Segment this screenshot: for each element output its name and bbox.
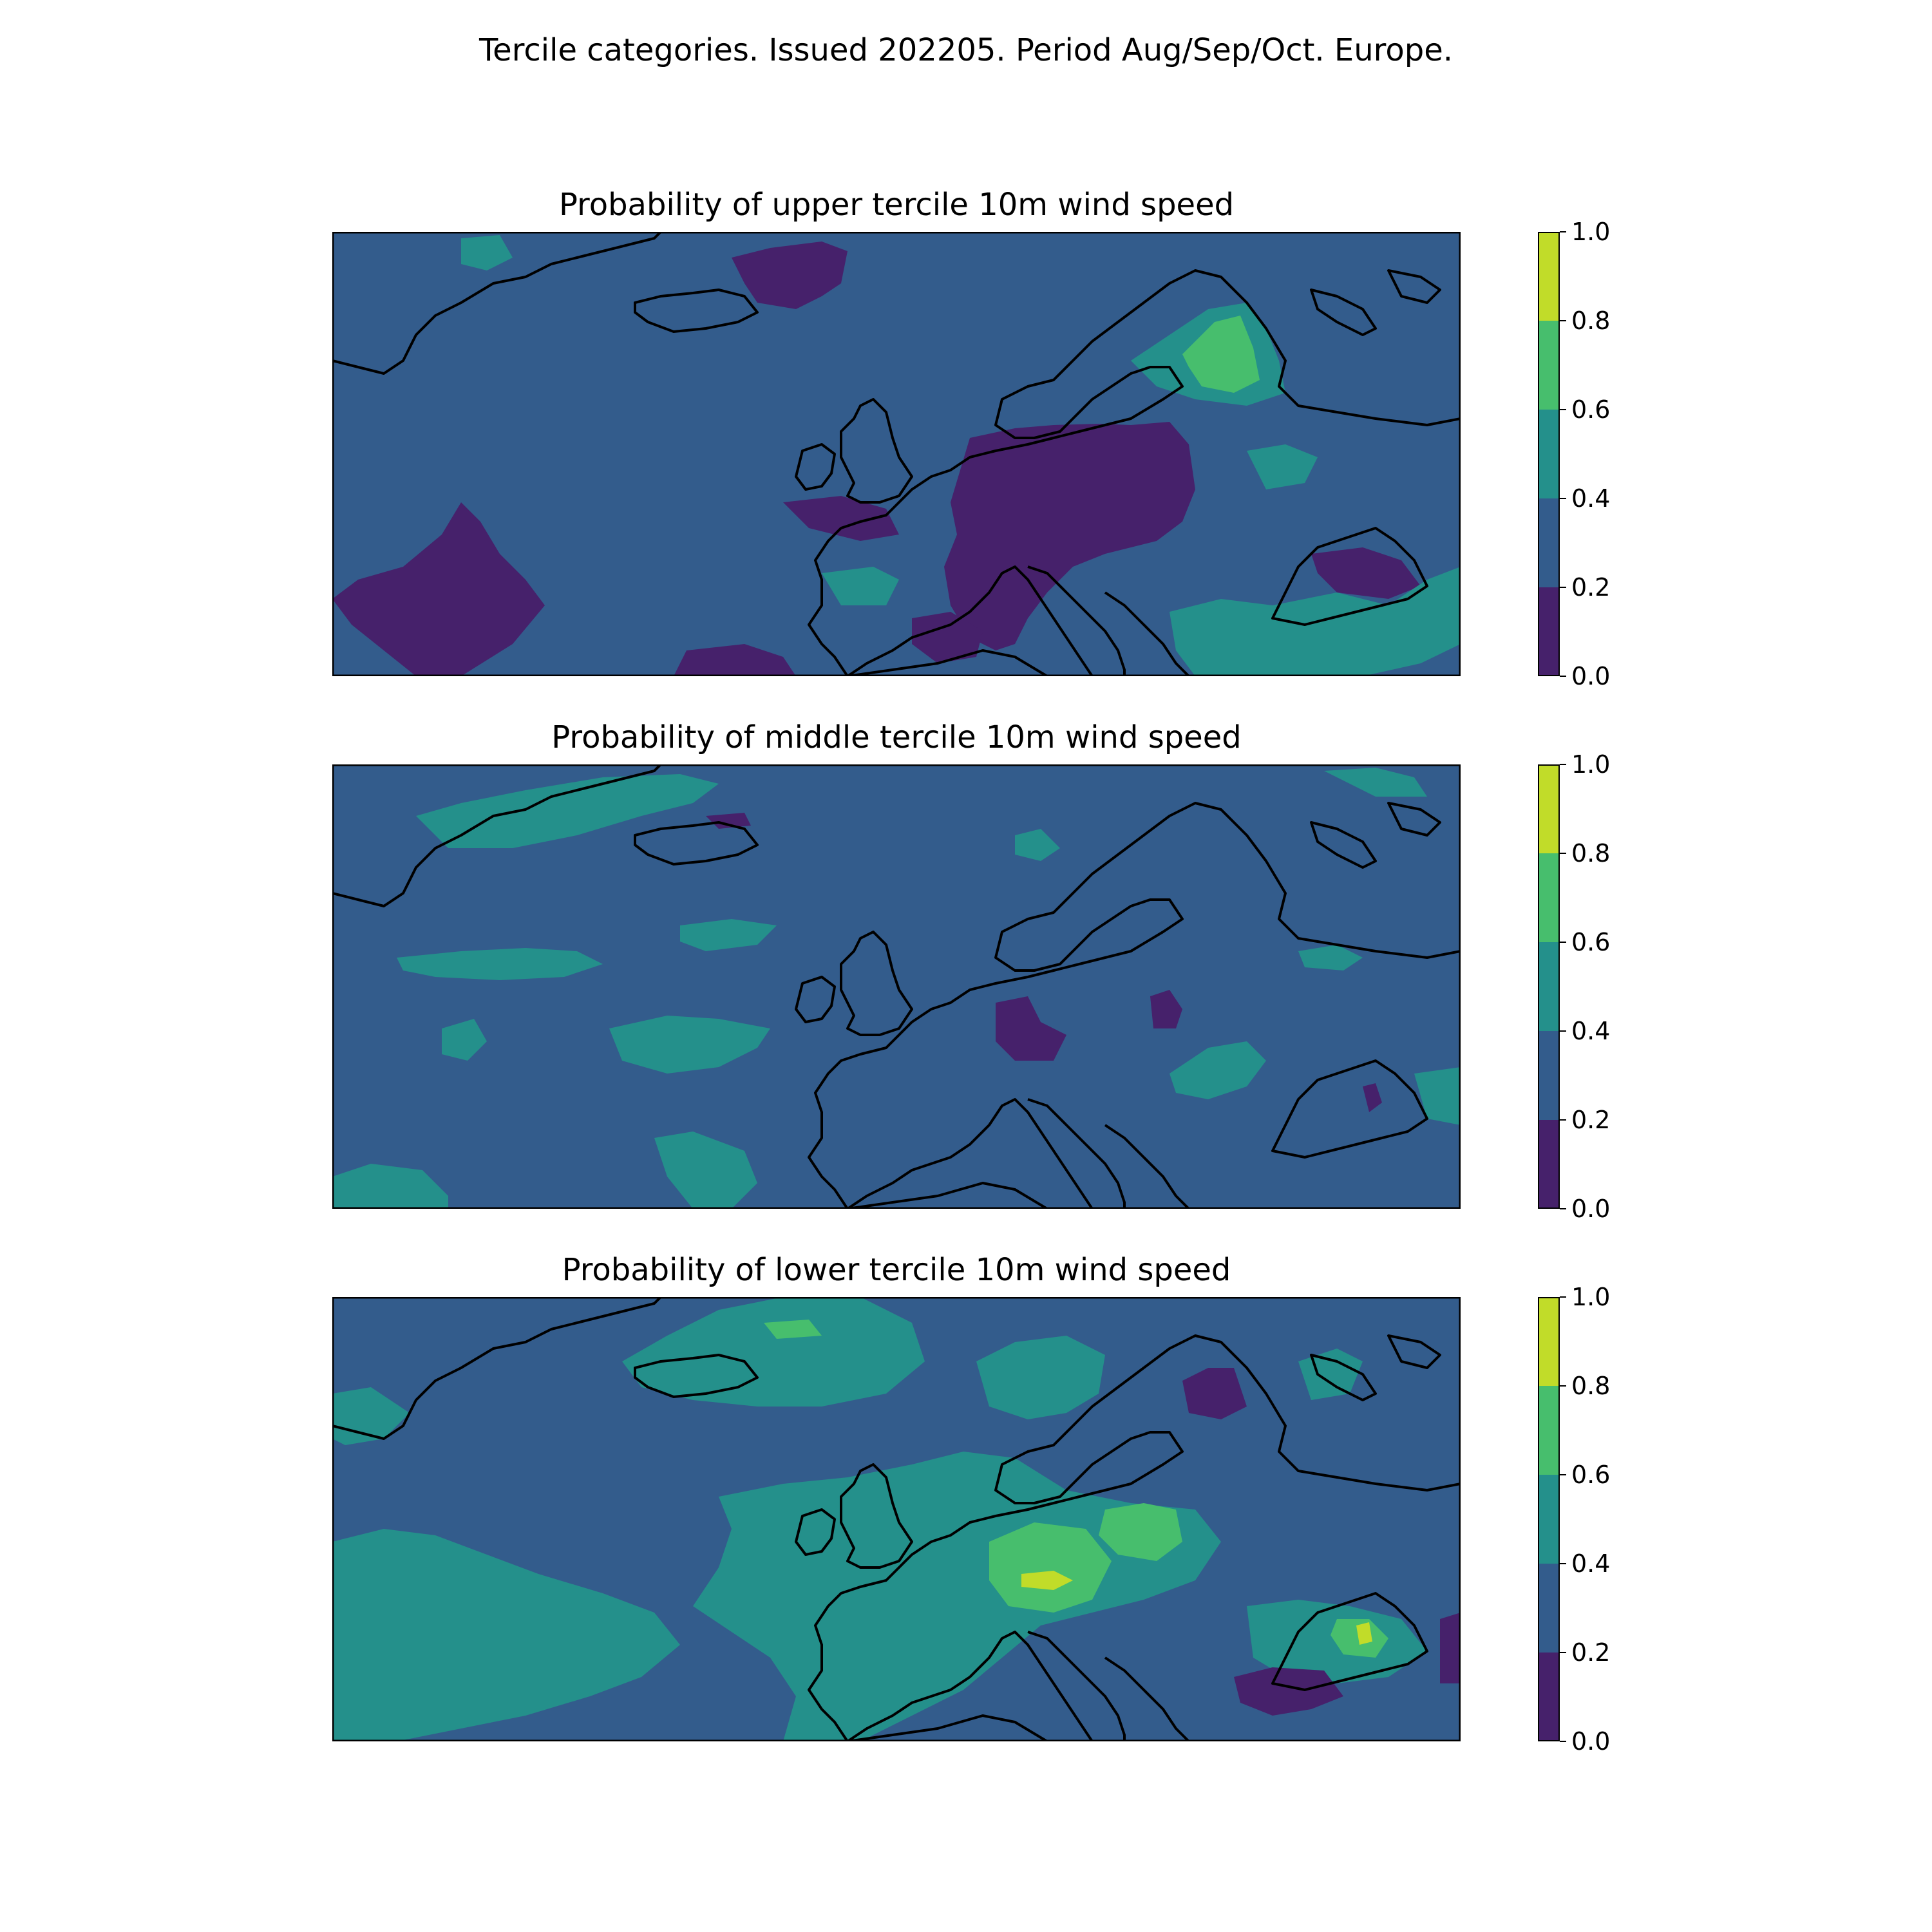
panel-title-middle: Probability of middle tercile 10m wind speed <box>551 719 1242 755</box>
panel-title-upper: Probability of upper tercile 10m wind speed <box>558 187 1235 223</box>
colorbar-tick-label: 1.0 <box>1571 1283 1611 1311</box>
figure-title: Tercile categories. Issued 202205. Period Aug/Sep/Oct. Europe. <box>479 32 1453 68</box>
panel-middle-tercile <box>0 719 1932 1247</box>
colorbar-tick-label: 0.2 <box>1571 1638 1611 1667</box>
colorbar-bin-1 <box>1538 1031 1560 1120</box>
colorbar-tick-label: 0.0 <box>1571 662 1611 690</box>
colorbar-bin-2 <box>1538 410 1560 498</box>
colorbar-bin-3 <box>1538 853 1560 942</box>
panel-title-lower: Probability of lower tercile 10m wind speed <box>562 1252 1231 1288</box>
map-lower-tercile <box>332 1297 1461 1741</box>
colorbar-tick-label: 0.8 <box>1571 1372 1611 1400</box>
colorbar-middle <box>1538 764 1560 1209</box>
colorbar-tick-label: 0.2 <box>1571 1106 1611 1134</box>
panel-upper-tercile <box>0 187 1932 715</box>
colorbar-bin-0 <box>1538 587 1560 676</box>
colorbar-bin-3 <box>1538 1386 1560 1475</box>
colorbar-tick-label: 0.8 <box>1571 839 1611 867</box>
colorbar-tick-label: 1.0 <box>1571 218 1611 246</box>
map-upper-tercile <box>332 232 1461 676</box>
colorbar-tick-label: 1.0 <box>1571 750 1611 779</box>
colorbar-tick-label: 0.2 <box>1571 573 1611 601</box>
colorbar-tick-label: 0.6 <box>1571 395 1611 424</box>
colorbar-bin-1 <box>1538 1564 1560 1653</box>
colorbar-bin-4 <box>1538 232 1560 321</box>
colorbar-tick-label: 0.6 <box>1571 1461 1611 1489</box>
colorbar-bin-2 <box>1538 1475 1560 1564</box>
low-prob-area-caspian <box>1440 1613 1461 1683</box>
colorbar-tick-label: 0.0 <box>1571 1727 1611 1756</box>
colorbar-tick-label: 0.6 <box>1571 928 1611 956</box>
colorbar-bin-1 <box>1538 498 1560 587</box>
colorbar-bin-0 <box>1538 1653 1560 1741</box>
colorbar-tick-label: 0.4 <box>1571 1017 1611 1045</box>
colorbar-bin-4 <box>1538 1297 1560 1386</box>
colorbar-tick-label: 0.4 <box>1571 484 1611 513</box>
colorbar-lower <box>1538 1297 1560 1741</box>
colorbar-bin-4 <box>1538 764 1560 853</box>
colorbar-tick-label: 0.0 <box>1571 1195 1611 1223</box>
colorbar-bin-2 <box>1538 942 1560 1031</box>
colorbar-upper <box>1538 232 1560 676</box>
colorbar-bin-3 <box>1538 321 1560 410</box>
colorbar-bin-0 <box>1538 1120 1560 1209</box>
map-middle-tercile <box>332 764 1461 1209</box>
colorbar-tick-label: 0.4 <box>1571 1549 1611 1578</box>
panel-lower-tercile <box>0 1252 1932 1780</box>
colorbar-tick-label: 0.8 <box>1571 307 1611 335</box>
